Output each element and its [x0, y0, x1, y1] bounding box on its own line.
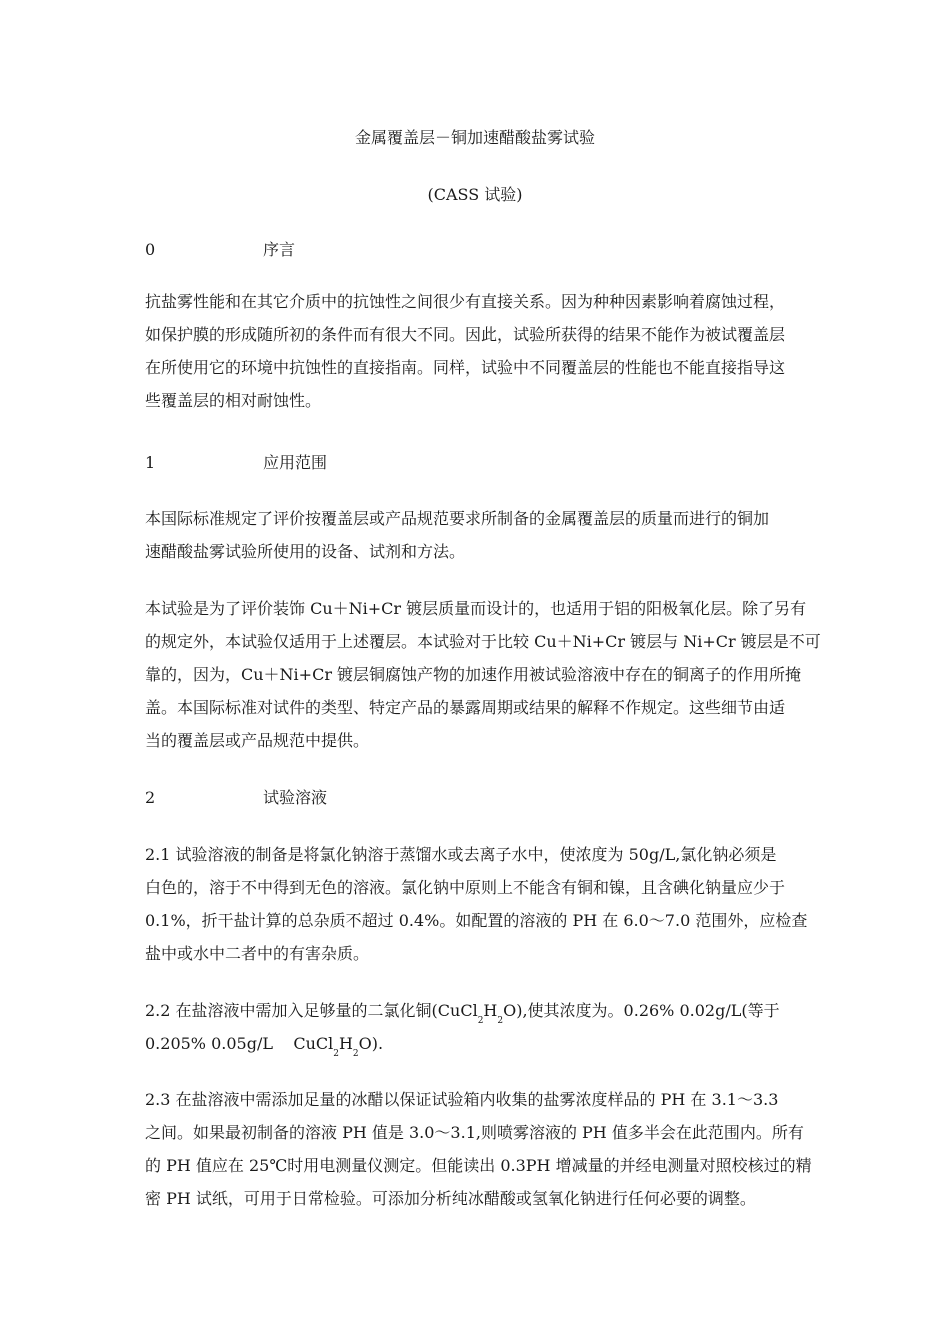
text-line: 的 PH 值应在 25℃时用电测量仪测定。但能读出 0.3PH 增减量的并经电测量对照校核过的精 — [145, 1156, 812, 1175]
section-title: 试验溶液 — [263, 788, 328, 807]
text-line: 之间。如果最初制备的溶液 PH 值是 3.0～3.1,则喷雾溶液的 PH 值多半会在此范围内。所有 — [145, 1123, 804, 1142]
text-line: 在所使用它的环境中抗蚀性的直接指南。同样，试验中不同覆盖层的性能也不能直接指导这 — [145, 358, 786, 377]
text-run: O),使其浓度为。0.26% 0.02g/L(等于 — [503, 1001, 780, 1020]
paragraph-2-3 — [145, 1083, 810, 1215]
text-line: 密 PH 试纸，可用于日常检验。可添加分析纯冰醋酸或氢氧化钠进行任何必要的调整。 — [145, 1189, 756, 1208]
text-line: 的规定外，本试验仅适用于上述覆层。本试验对于比较 Cu＋Ni+Cr 镀层与 Ni+Cr 镀层是不可 — [145, 632, 821, 651]
text-run: O). — [358, 1034, 384, 1053]
paragraph-scope-1 — [145, 502, 810, 568]
paragraph-preface — [145, 285, 810, 417]
text-line: 抗盐雾性能和在其它介质中的抗蚀性之间很少有直接关系。因为种种因素影响着腐蚀过程， — [145, 292, 786, 311]
paragraph-2-2 — [145, 994, 810, 1060]
subscript: 2 — [477, 1016, 484, 1026]
document-title: 金属覆盖层－铜加速醋酸盐雾试验 — [354, 128, 595, 147]
subscript: 2 — [497, 1016, 504, 1026]
text-line — [145, 1027, 810, 1060]
text-line: 本试验是为了评价装饰 Cu＋Ni+Cr 镀层质量而设计的，也适用于铝的阳极氧化层。除了另有 — [145, 599, 807, 618]
text-line: 些覆盖层的相对耐蚀性。 — [145, 391, 322, 410]
text-run: H — [483, 1001, 498, 1020]
text-line: 速醋酸盐雾试验所使用的设备、试剂和方法。 — [145, 542, 466, 561]
text-line: 本国际标准规定了评价按覆盖层或产品规范要求所制备的金属覆盖层的质量而进行的铜加 — [145, 509, 770, 528]
text-line: 盐中或水中二者中的有害杂质。 — [145, 944, 370, 963]
text-line: 盖。本国际标准对试件的类型、特定产品的暴露周期或结果的解释不作规定。这些细节由适 — [145, 698, 786, 717]
subscript: 2 — [333, 1049, 339, 1059]
text-run: 2.2 在盐溶液中需加入足够量的二氯化铜(CuCl — [145, 1001, 478, 1020]
text-line: 当的覆盖层或产品规范中提供。 — [145, 731, 370, 750]
section-number: 2 — [145, 788, 156, 807]
text-line: 2.1 试验溶液的制备是将氯化钠溶于蒸馏水或去离子水中，使浓度为 50g/L,氯化钠必须是 — [145, 845, 777, 864]
text-line — [145, 994, 810, 1027]
text-line: 白色的，溶于不中得到无色的溶液。氯化钠中原则上不能含有铜和镍，且含碘化钠量应少于 — [145, 878, 786, 897]
text-line: 0.1%，折干盐计算的总杂质不超过 0.4%。如配置的溶液的 PH 在 6.0～7.0 范围外，应检查 — [145, 911, 808, 930]
text-line: 靠的，因为，Cu＋Ni+Cr 镀层铜腐蚀产物的加速作用被试验溶液中存在的铜离子的作用所掩 — [145, 665, 802, 684]
subscript: 2 — [352, 1049, 359, 1059]
section-number: 0 — [145, 240, 156, 259]
text-run: H — [338, 1034, 353, 1053]
document-subtitle: (CASS 试验) — [427, 185, 523, 204]
text-run: 0.205% 0.05g/L CuCl — [145, 1034, 334, 1053]
paragraph-scope-2 — [145, 592, 821, 757]
paragraph-2-1 — [145, 838, 810, 970]
section-title: 应用范围 — [263, 453, 328, 472]
section-number: 1 — [145, 453, 156, 472]
text-line: 如保护膜的形成随所初的条件而有很大不同。因此，试验所获得的结果不能作为被试覆盖层 — [145, 325, 786, 344]
text-line: 2.3 在盐溶液中需添加足量的冰醋以保证试验箱内收集的盐雾浓度样品的 PH 在 3.1～3.3 — [145, 1090, 779, 1109]
section-title: 序言 — [263, 240, 296, 259]
